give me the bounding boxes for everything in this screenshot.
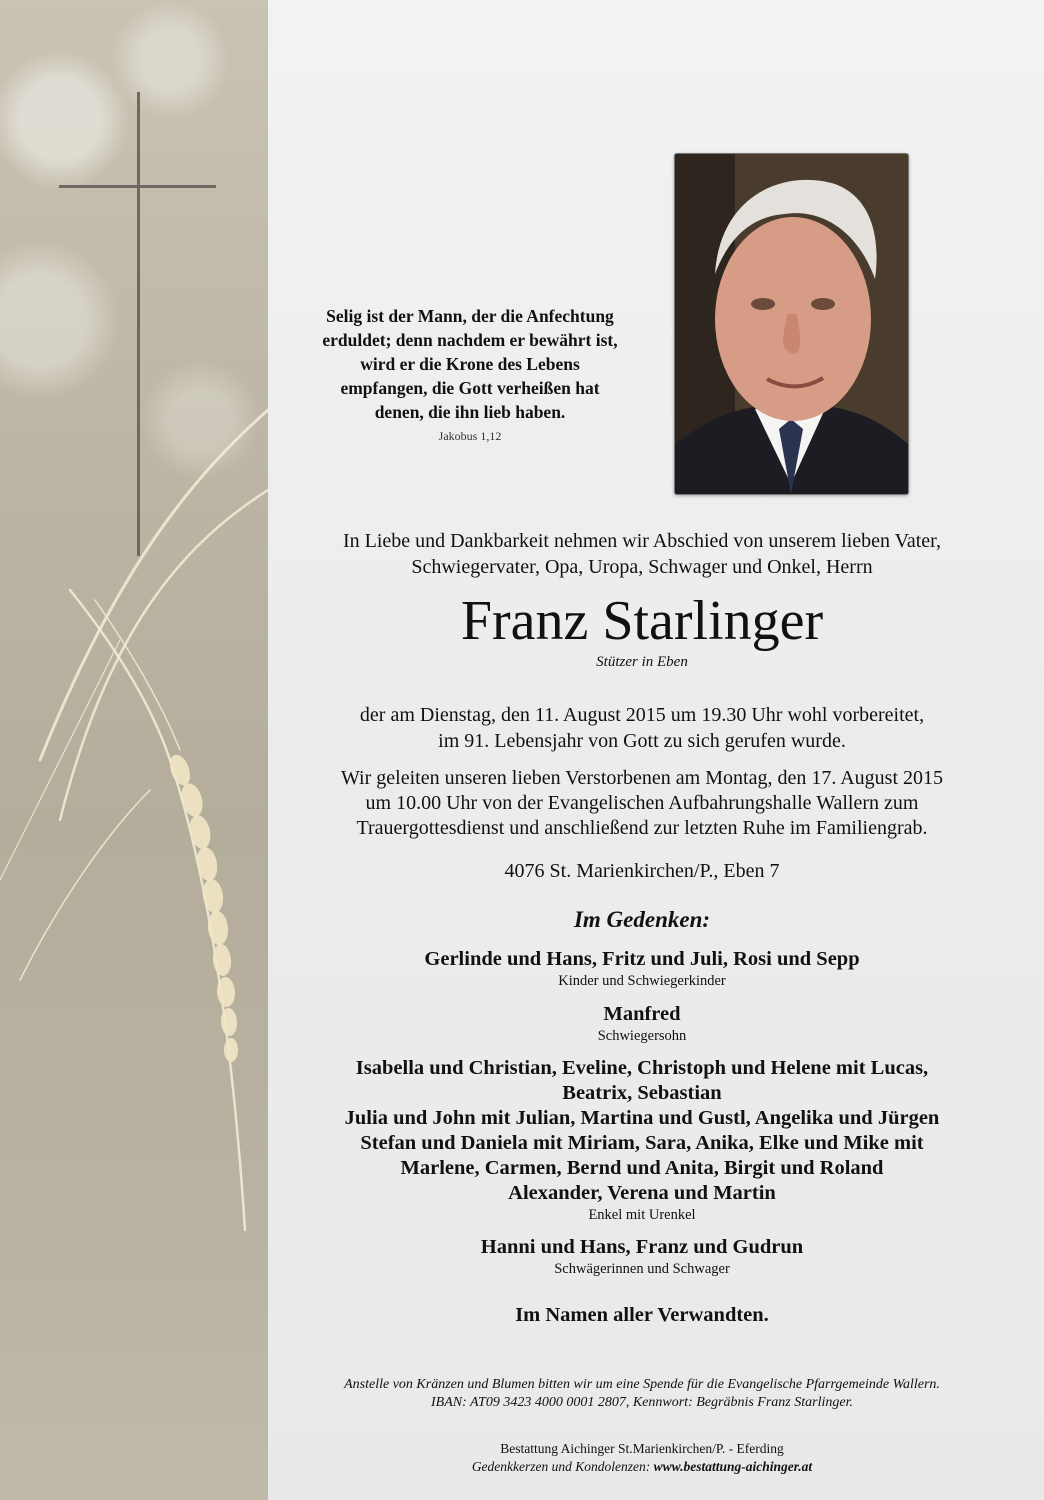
mourner-names: Isabella und Christian, Eveline, Christoph und Helene mit Lucas, xyxy=(355,1057,929,1079)
death-line: im 91. Lebensjahr von Gott zu sich gerufen wurde. xyxy=(438,730,846,752)
website-link[interactable]: www.bestattung-aichinger.at xyxy=(653,1459,813,1474)
funeral-home-footer xyxy=(290,1440,994,1476)
mourner-names: Alexander, Verena und Martin xyxy=(508,1182,776,1204)
mourner-names: Beatrix, Sebastian xyxy=(562,1082,722,1104)
quote-reference: Jakobus 1,12 xyxy=(438,429,502,443)
cross-icon-vertical xyxy=(137,92,140,556)
donation-note xyxy=(290,1376,994,1412)
mourner-group-grandchildren xyxy=(290,1056,994,1224)
funeral-line: Wir geleiten unseren lieben Verstorbenen am Montag, den 17. August 2015 xyxy=(340,767,944,789)
portrait-icon xyxy=(675,154,908,494)
quote-line: denen, die ihn lieb haben. xyxy=(374,402,566,422)
mourner-names: Marlene, Carmen, Bernd und Anita, Birgit und Roland xyxy=(400,1157,884,1179)
cross-icon-horizontal xyxy=(59,185,216,188)
family-address: 4076 St. Marienkirchen/P., Eben 7 xyxy=(504,860,780,882)
mourner-role: Schwiegersohn xyxy=(597,1028,687,1044)
portrait-photo xyxy=(674,153,909,495)
mourner-group-son-in-law xyxy=(290,1002,994,1045)
condolence-label: Gedenkkerzen und Kondolenzen: xyxy=(471,1459,654,1474)
quote-line: erduldet; denn nachdem er bewährt ist, xyxy=(322,330,618,350)
donation-line: Anstelle von Kränzen und Blumen bitten wir um eine Spende für die Evangelische Pfarrgemeinde Wallern. xyxy=(344,1377,940,1392)
intro-text xyxy=(290,528,994,580)
intro-line: Schwiegervater, Opa, Uropa, Schwager und Onkel, Herrn xyxy=(411,556,873,578)
mourner-names: Julia und John mit Julian, Martina und Gustl, Angelika und Jürgen xyxy=(344,1107,940,1129)
funeral-home-name: Bestattung Aichinger St.Marienkirchen/P. - Eferding xyxy=(500,1441,784,1456)
mourner-names: Manfred xyxy=(603,1003,681,1025)
wheat-stalk-icon xyxy=(0,0,268,1500)
deceased-name: Franz Starlinger xyxy=(460,590,824,652)
mourner-group-siblings-in-law xyxy=(290,1235,994,1278)
bible-quote xyxy=(290,304,650,424)
donation-line: IBAN: AT09 3423 4000 0001 2807, Kennwort: Begräbnis Franz Starlinger. xyxy=(431,1395,853,1410)
mourner-names: Gerlinde und Hans, Fritz und Juli, Rosi und Sepp xyxy=(424,948,860,970)
quote-line: wird er die Krone des Lebens xyxy=(360,354,580,374)
intro-line: In Liebe und Dankbarkeit nehmen wir Abschied von unserem lieben Vater, xyxy=(342,530,942,552)
funeral-details xyxy=(290,766,994,841)
death-notice xyxy=(290,702,994,754)
funeral-line: Trauergottesdienst und anschließend zur letzten Ruhe im Familiengrab. xyxy=(356,817,928,839)
mourner-names: Hanni und Hans, Franz und Gudrun xyxy=(480,1236,804,1258)
mourner-group-children xyxy=(290,947,994,990)
mourner-names: Stefan und Daniela mit Miriam, Sara, Anika, Elke und Mike mit xyxy=(360,1132,924,1154)
mourner-role: Kinder und Schwiegerkinder xyxy=(558,973,726,989)
quote-line: Selig ist der Mann, der die Anfechtung xyxy=(326,306,614,326)
closing-line: Im Namen aller Verwandten. xyxy=(515,1304,769,1326)
deceased-occupation: Stützer in Eben xyxy=(596,654,688,670)
mourner-role: Schwägerinnen und Schwager xyxy=(554,1261,730,1277)
decorative-wheat-band xyxy=(0,0,268,1500)
death-line: der am Dienstag, den 11. August 2015 um 19.30 Uhr wohl vorbereitet, xyxy=(359,704,925,726)
memory-heading: Im Gedenken: xyxy=(573,907,711,932)
condolence-line xyxy=(290,1458,994,1476)
mourner-role: Enkel mit Urenkel xyxy=(588,1207,696,1223)
quote-line: empfangen, die Gott verheißen hat xyxy=(340,378,600,398)
funeral-line: um 10.00 Uhr von der Evangelischen Aufbahrungshalle Wallern zum xyxy=(365,792,919,814)
